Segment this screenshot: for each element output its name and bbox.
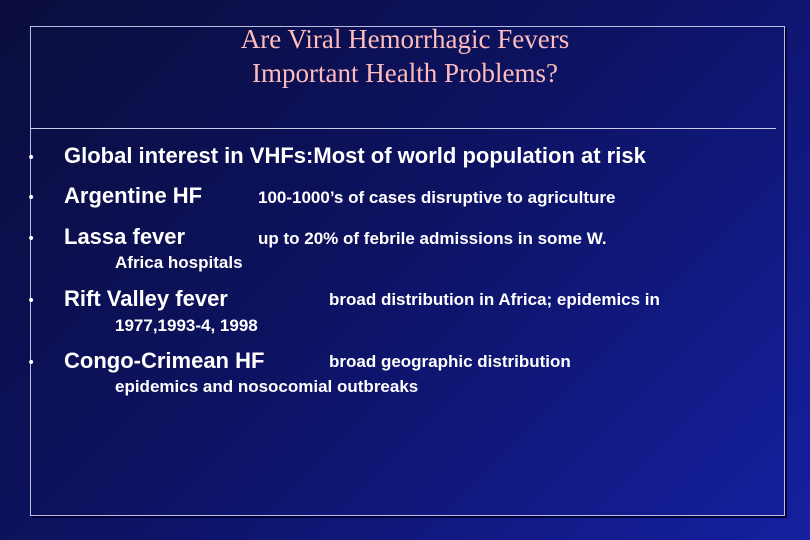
bullet-icon: • xyxy=(27,355,36,371)
item-argentine-hf-detail: 100-1000’s of cases disruptive to agriculture xyxy=(258,188,616,207)
item-lassa-fever: Lassa fever xyxy=(64,224,186,249)
item-rift-valley-fever-continuation: 1977,1993-4, 1998 xyxy=(115,316,258,335)
item-lassa-fever-continuation: Africa hospitals xyxy=(115,253,243,272)
bullet-icon: • xyxy=(27,293,36,309)
item-rift-valley-fever: Rift Valley fever xyxy=(64,286,228,311)
item-congo-crimean-hf: Congo-Crimean HF xyxy=(64,348,265,373)
item-global-interest: Global interest in VHFs:Most of world population at risk xyxy=(64,143,646,168)
item-congo-crimean-hf-continuation: epidemics and nosocomial outbreaks xyxy=(115,377,419,396)
bullet-icon: • xyxy=(27,150,36,166)
title-divider xyxy=(30,128,776,129)
title-line-1: Are Viral Hemorrhagic Fevers xyxy=(240,24,570,54)
slide-title xyxy=(0,22,810,90)
bullet-icon: • xyxy=(27,231,36,247)
item-rift-valley-fever-detail: broad distribution in Africa; epidemics in xyxy=(329,290,660,309)
bullet-icon: • xyxy=(27,190,36,206)
item-argentine-hf: Argentine HF xyxy=(64,183,203,208)
item-lassa-fever-detail: up to 20% of febrile admissions in some W. xyxy=(258,229,607,248)
title-line-2: Important Health Problems? xyxy=(252,58,558,88)
item-congo-crimean-hf-detail: broad geographic distribution xyxy=(329,352,571,371)
